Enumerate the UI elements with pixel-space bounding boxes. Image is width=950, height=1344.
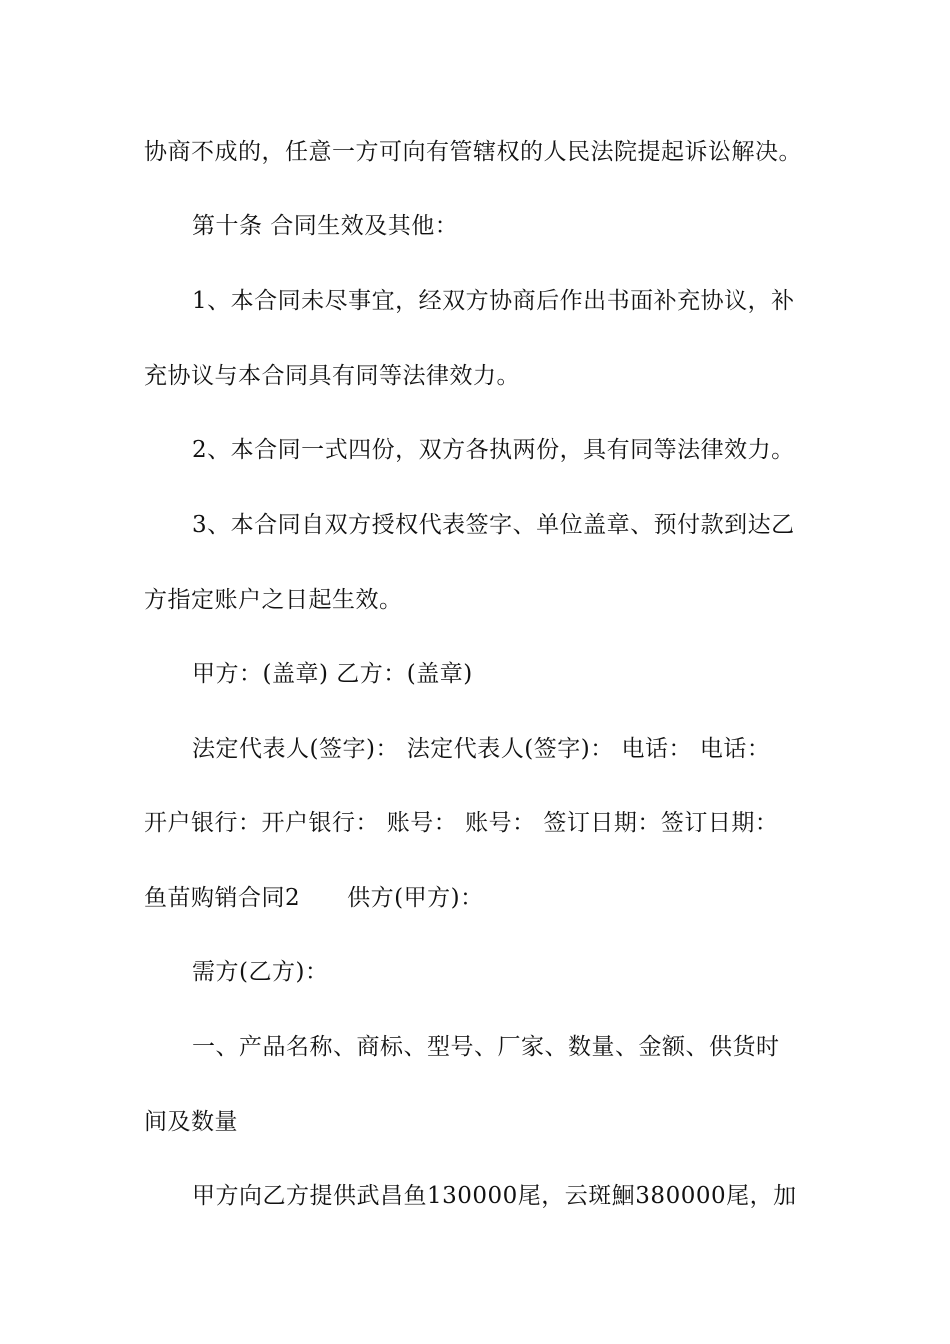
party-seals: 甲方：(盖章) 乙方：(盖章) bbox=[192, 661, 473, 687]
bank-account-dates: 开户银行：开户银行： 账号： 账号： 签订日期：签订日期： bbox=[144, 810, 779, 836]
buyer-party: 需方(乙方)： bbox=[192, 959, 329, 985]
contract-2-title-supplier: 鱼苗购销合同2 供方(甲方)： bbox=[144, 885, 484, 911]
section-1-heading-line-2: 间及数量 bbox=[144, 1109, 238, 1135]
text-line-1: 协商不成的，任意一方可向有管辖权的人民法院提起诉讼解决。 bbox=[144, 139, 802, 165]
representatives-phones: 法定代表人(签字)： 法定代表人(签字)： 电话： 电话： bbox=[192, 736, 771, 762]
clause-3-line-2: 方指定账户之日起生效。 bbox=[144, 587, 403, 613]
clause-2: 2、本合同一式四份，双方各执两份，具有同等法律效力。 bbox=[192, 437, 795, 463]
clause-3-line-1: 3、本合同自双方授权代表签字、单位盖章、预付款到达乙 bbox=[192, 512, 795, 538]
clause-1-line-1: 1、本合同未尽事宜，经双方协商后作出书面补充协议，补 bbox=[192, 288, 795, 314]
article-10-heading: 第十条 合同生效及其他： bbox=[192, 213, 459, 239]
supply-detail-line: 甲方向乙方提供武昌鱼130000尾，云斑鮰380000尾，加 bbox=[192, 1183, 797, 1209]
clause-1-line-2: 充协议与本合同具有同等法律效力。 bbox=[144, 363, 520, 389]
section-1-heading-line-1: 一、产品名称、商标、型号、厂家、数量、金额、供货时 bbox=[192, 1034, 780, 1060]
